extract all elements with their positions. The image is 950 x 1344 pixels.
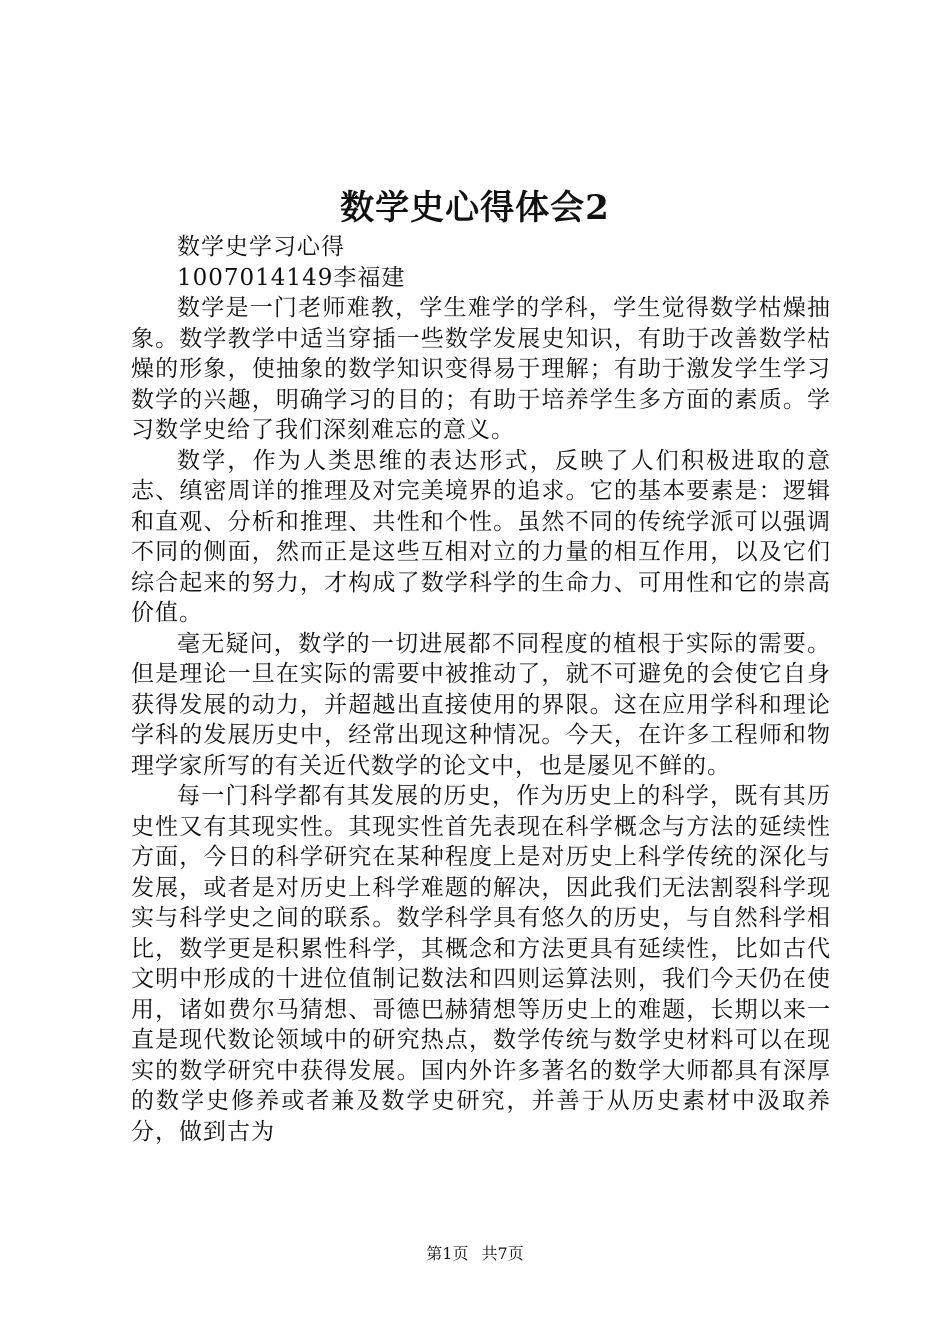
- document-body: [131, 232, 831, 1147]
- page-number: 第1页: [426, 1244, 469, 1263]
- paragraph: 数学，作为人类思维的表达形式，反映了人们积极进取的意志、缜密周详的推理及对完美境界的追求。它的基本要素是：逻辑和直观、分析和推理、共性和个性。虽然不同的传统学派可以强调不同的侧面，然而正是这些互相对立的力量的相互作用，以及它们综合起来的努力，才构成了数学科学的生命力、可用性和它的崇高价值。: [131, 447, 831, 626]
- page-total: 共7页: [481, 1244, 524, 1263]
- page-title: 数学史心得体会2: [340, 188, 610, 228]
- subtitle: 数学史学习心得: [177, 234, 345, 260]
- page-footer: [0, 1243, 950, 1265]
- author-line: 1007014149李福建: [177, 264, 406, 291]
- paragraph: 毫无疑问，数学的一切进展都不同程度的植根于实际的需要。但是理论一旦在实际的需要中被推动了，就不可避免的会使它自身获得发展的动力，并超越出直接使用的界限。这在应用学科和理论学科的发展历史中，经常出现这种情况。今天，在许多工程师和物理学家所写的有关近代数学的论文中，也是屡见不鲜的。: [131, 630, 831, 779]
- paragraph: 每一门科学都有其发展的历史，作为历史上的科学，既有其历史性又有其现实性。其现实性首先表现在科学概念与方法的延续性方面，今日的科学研究在某种程度上是对历史上科学传统的深化与发展，或者是对历史上科学难题的解决，因此我们无法割裂科学现实与科学史之间的联系。数学科学具有悠久的历史，与自然科学相比，数学更是积累性科学，其概念和方法更具有延续性，比如古代文明中形成的十进位值制记数法和四则运算法则，我们今天仍在使用，诸如费尔马猜想、哥德巴赫猜想等历史上的难题，长期以来一直是现代数论领域中的研究热点，数学传统与数学史材料可以在现实的数学研究中获得发展。国内外许多著名的数学大师都具有深厚的数学史修养或者兼及数学史研究，并善于从历史素材中汲取养分，做到古为: [131, 783, 831, 1145]
- paragraph: 数学是一门老师难教，学生难学的学科，学生觉得数学枯燥抽象。数学教学中适当穿插一些数学发展史知识，有助于改善数学枯燥的形象，使抽象的数学知识变得易于理解；有助于激发学生学习数学的兴趣，明确学习的目的；有助于培养学生多方面的素质。学习数学史给了我们深刻难忘的意义。: [131, 295, 831, 443]
